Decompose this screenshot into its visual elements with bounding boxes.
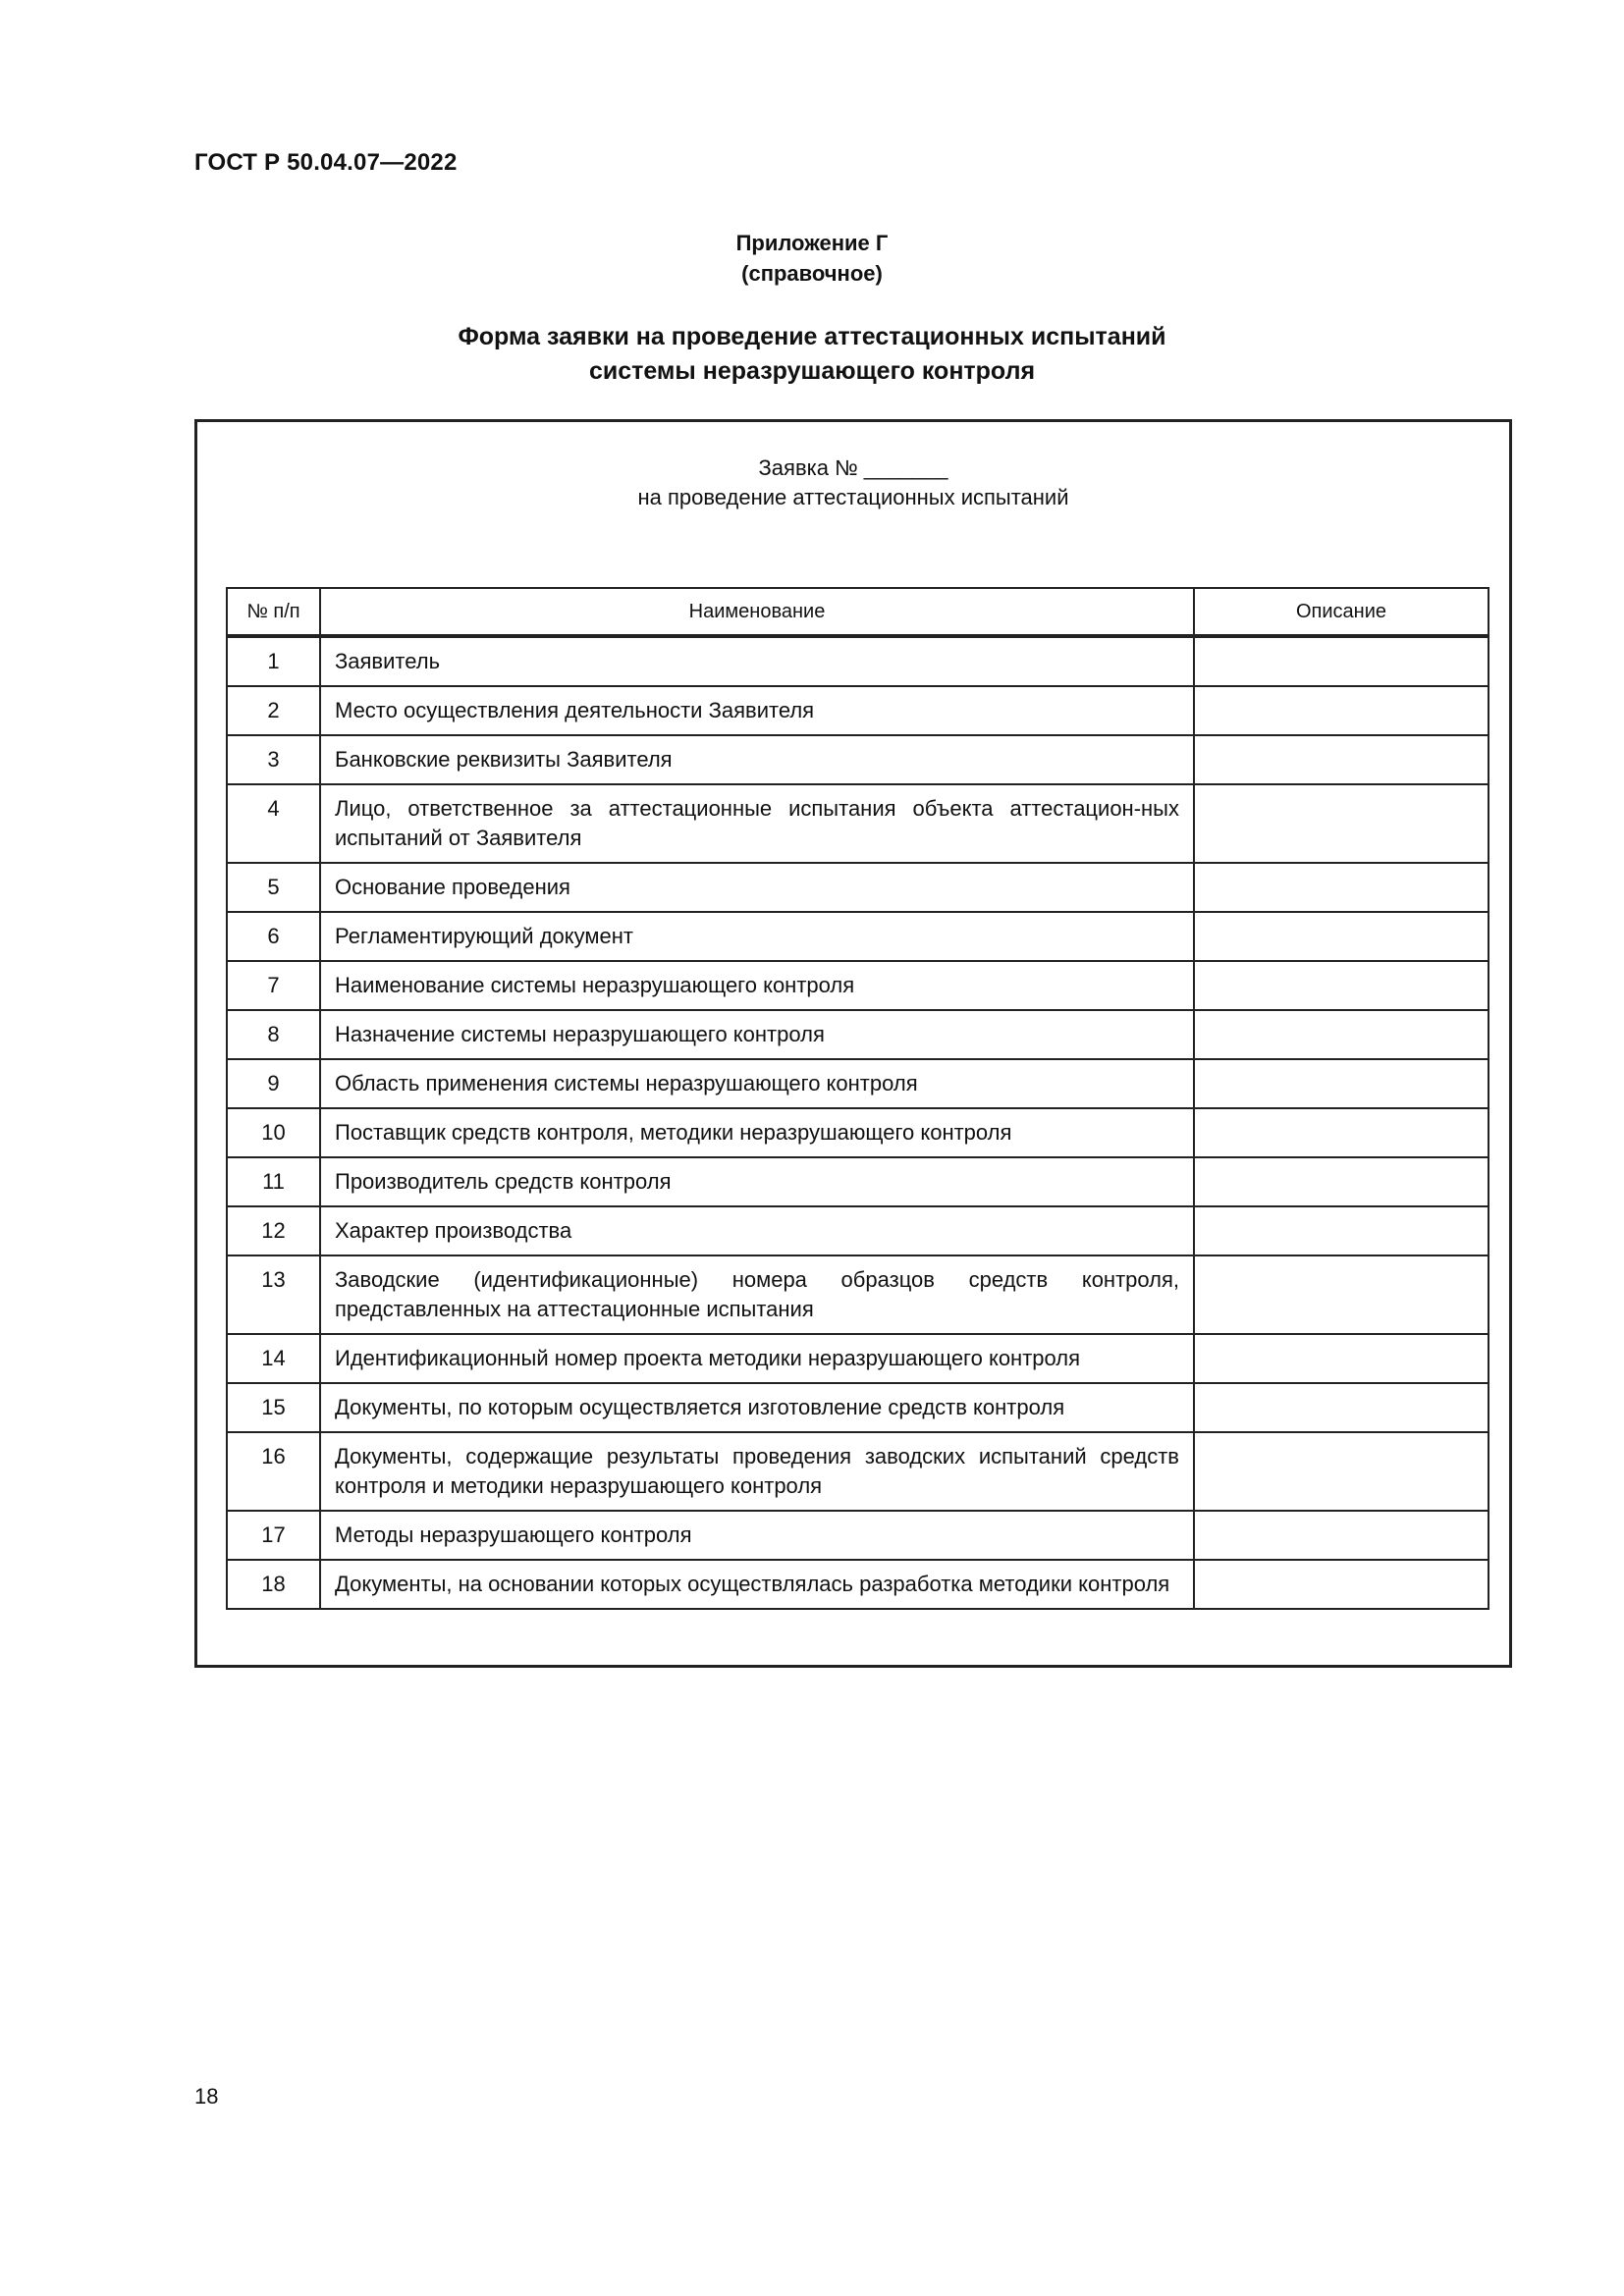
- row-description-cell[interactable]: [1194, 912, 1489, 961]
- table-row: [227, 784, 1489, 863]
- row-description-cell[interactable]: [1194, 735, 1489, 784]
- row-description-cell[interactable]: [1194, 1206, 1489, 1255]
- request-purpose-line: на проведение аттестационных испытаний: [637, 485, 1069, 509]
- table-row: [227, 1560, 1489, 1609]
- table-row: [227, 1206, 1489, 1255]
- request-heading: [197, 454, 1509, 512]
- row-name-cell: Поставщик средств контроля, методики неразрушающего контроля: [320, 1108, 1194, 1157]
- column-header-description: Описание: [1194, 588, 1489, 636]
- row-number-cell: 17: [227, 1511, 320, 1560]
- table-row: [227, 1010, 1489, 1059]
- row-number-cell: 2: [227, 686, 320, 735]
- row-number-cell: 6: [227, 912, 320, 961]
- table-header-row: [227, 588, 1489, 636]
- row-name-cell: Документы, содержащие результаты проведения заводских испытаний средств контроля и методики неразрушающего контроля: [320, 1432, 1194, 1511]
- row-description-cell[interactable]: [1194, 961, 1489, 1010]
- table-row: [227, 1432, 1489, 1511]
- page-number: 18: [194, 2084, 219, 2109]
- row-name-cell: Методы неразрушающего контроля: [320, 1511, 1194, 1560]
- request-number-line: Заявка № _______: [758, 455, 948, 480]
- table-row: [227, 863, 1489, 912]
- column-header-number: № п/п: [227, 588, 320, 636]
- row-description-cell[interactable]: [1194, 1560, 1489, 1609]
- row-number-cell: 1: [227, 636, 320, 686]
- row-description-cell[interactable]: [1194, 1157, 1489, 1206]
- row-description-cell[interactable]: [1194, 863, 1489, 912]
- row-name-cell: Место осуществления деятельности Заявителя: [320, 686, 1194, 735]
- row-number-cell: 16: [227, 1432, 320, 1511]
- row-name-cell: Банковские реквизиты Заявителя: [320, 735, 1194, 784]
- table-row: [227, 1255, 1489, 1334]
- row-description-cell[interactable]: [1194, 784, 1489, 863]
- row-description-cell[interactable]: [1194, 1511, 1489, 1560]
- row-name-cell: Производитель средств контроля: [320, 1157, 1194, 1206]
- row-name-cell: Документы, по которым осуществляется изготовление средств контроля: [320, 1383, 1194, 1432]
- form-title: [0, 320, 1624, 389]
- row-name-cell: Заявитель: [320, 636, 1194, 686]
- row-name-cell: Лицо, ответственное за аттестационные испытания объекта аттестацион-ных испытаний от Заявителя: [320, 784, 1194, 863]
- table-row: [227, 1511, 1489, 1560]
- row-description-cell[interactable]: [1194, 1010, 1489, 1059]
- row-number-cell: 10: [227, 1108, 320, 1157]
- row-description-cell[interactable]: [1194, 636, 1489, 686]
- application-table: [226, 587, 1489, 1610]
- row-number-cell: 14: [227, 1334, 320, 1383]
- table-row: [227, 1334, 1489, 1383]
- row-description-cell[interactable]: [1194, 1432, 1489, 1511]
- table-row: [227, 1108, 1489, 1157]
- row-name-cell: Документы, на основании которых осуществлялась разработка методики контроля: [320, 1560, 1194, 1609]
- row-number-cell: 4: [227, 784, 320, 863]
- row-name-cell: Основание проведения: [320, 863, 1194, 912]
- row-description-cell[interactable]: [1194, 686, 1489, 735]
- table-row: [227, 1383, 1489, 1432]
- form-title-line-1: Форма заявки на проведение аттестационных испытаний: [458, 323, 1166, 350]
- row-description-cell[interactable]: [1194, 1255, 1489, 1334]
- row-name-cell: Идентификационный номер проекта методики неразрушающего контроля: [320, 1334, 1194, 1383]
- row-number-cell: 12: [227, 1206, 320, 1255]
- table-row: [227, 961, 1489, 1010]
- appendix-kind: (справочное): [741, 261, 883, 286]
- table-row: [227, 912, 1489, 961]
- form-title-line-2: системы неразрушающего контроля: [588, 357, 1036, 385]
- table-row: [227, 686, 1489, 735]
- row-number-cell: 8: [227, 1010, 320, 1059]
- row-number-cell: 18: [227, 1560, 320, 1609]
- row-description-cell[interactable]: [1194, 1108, 1489, 1157]
- appendix-heading: [0, 228, 1624, 289]
- row-name-cell: Заводские (идентификационные) номера образцов средств контроля, представленных на аттестационные испытания: [320, 1255, 1194, 1334]
- row-name-cell: Наименование системы неразрушающего контроля: [320, 961, 1194, 1010]
- column-header-name: Наименование: [320, 588, 1194, 636]
- table-row: [227, 1059, 1489, 1108]
- row-number-cell: 15: [227, 1383, 320, 1432]
- row-number-cell: 7: [227, 961, 320, 1010]
- row-description-cell[interactable]: [1194, 1334, 1489, 1383]
- row-name-cell: Регламентирующий документ: [320, 912, 1194, 961]
- appendix-label: Приложение Г: [735, 231, 889, 255]
- row-name-cell: Назначение системы неразрушающего контроля: [320, 1010, 1194, 1059]
- row-number-cell: 3: [227, 735, 320, 784]
- row-description-cell[interactable]: [1194, 1059, 1489, 1108]
- table-row: [227, 735, 1489, 784]
- row-number-cell: 5: [227, 863, 320, 912]
- row-number-cell: 11: [227, 1157, 320, 1206]
- application-form-frame: [194, 419, 1512, 1668]
- row-name-cell: Область применения системы неразрушающего контроля: [320, 1059, 1194, 1108]
- row-description-cell[interactable]: [1194, 1383, 1489, 1432]
- row-number-cell: 9: [227, 1059, 320, 1108]
- row-number-cell: 13: [227, 1255, 320, 1334]
- document-code: ГОСТ Р 50.04.07—2022: [194, 149, 458, 176]
- row-name-cell: Характер производства: [320, 1206, 1194, 1255]
- table-row: [227, 636, 1489, 686]
- table-row: [227, 1157, 1489, 1206]
- table-body: [227, 636, 1489, 1609]
